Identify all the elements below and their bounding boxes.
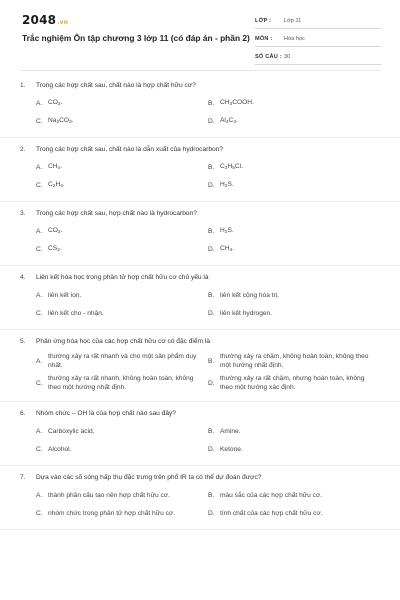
answer-option[interactable] [36,424,208,438]
question-stem [20,145,380,154]
option-letter: A. [36,163,43,171]
option-text: $Na_2CO_3$. [48,116,74,125]
option-text: $H_2S$. [220,180,234,189]
option-text: Alcohol. [48,445,72,453]
question-number: 7. [20,474,26,481]
answer-option[interactable] [36,96,208,110]
question-6 [0,402,400,466]
option-letter: A. [36,99,43,107]
answer-option[interactable] [208,242,380,256]
option-letter: C. [36,379,43,387]
answer-options [20,424,380,460]
meta-row-count [255,50,381,65]
question-number: 1. [20,82,26,89]
question-2 [0,138,400,202]
header-divider [20,70,380,71]
question-text: Liên kết hóa học trong phân tử hợp chất hữu cơ chủ yếu là [36,274,209,281]
answer-option[interactable] [208,114,380,128]
answer-options [20,488,380,524]
answer-option[interactable] [36,352,208,370]
answer-option[interactable] [208,224,380,238]
meta-value: Hóa học [284,36,305,42]
option-letter: B. [208,227,215,235]
answer-option[interactable] [36,224,208,238]
answer-option[interactable] [208,442,380,456]
answer-option[interactable] [208,488,380,502]
option-text: thường xảy ra chậm, không hoàn toàn, không theo một hướng nhất định. [220,353,369,369]
answer-options [20,352,380,396]
option-text: $C_2H_4$. [48,180,65,189]
answer-option[interactable] [208,424,380,438]
option-text: liên kết hydrogen. [220,309,273,317]
page-header [0,0,400,68]
meta-label: SỐ CÂU : [255,54,282,60]
answer-option[interactable] [208,374,380,392]
option-text: $CH_4$. [220,244,235,253]
question-text: Nhóm chức – OH là của hợp chất nào sau đây? [36,410,176,417]
option-text: $H_2S$. [220,226,234,235]
option-letter: C. [36,181,43,189]
option-letter: C. [36,309,43,317]
option-letter: A. [36,357,43,365]
option-text: nhóm chức trong phân tử hợp chất hữu cơ. [48,509,176,517]
question-1 [0,74,400,138]
option-text: tính chất của các hợp chất hữu cơ. [220,509,323,517]
question-7 [0,466,400,530]
meta-row-subject [255,32,381,47]
answer-option[interactable] [208,178,380,192]
answer-option[interactable] [208,160,380,174]
answer-option[interactable] [36,306,208,320]
document-meta [255,14,381,65]
option-text: $CO_2$. [48,98,63,107]
option-letter: B. [208,357,215,365]
answer-option[interactable] [208,96,380,110]
option-text: liên kết cho - nhận. [48,309,104,317]
option-letter: A. [36,427,43,435]
option-letter: D. [208,379,215,387]
option-letter: B. [208,163,215,171]
logo-suffix: .vn [57,19,69,26]
question-text: Dựa vào các số sóng hấp thụ đặc trưng trên phổ IR ta có thể dự đoán được? [36,474,262,481]
answer-option[interactable] [36,288,208,302]
meta-label: MÔN : [255,36,273,42]
answer-options [20,96,380,132]
option-text: $C_2H_5Cl$. [220,162,243,171]
option-text: $CH_3COOH$. [220,98,254,107]
logo-text: 2048 [22,13,57,27]
question-number: 2. [20,146,26,153]
question-text: Phản ứng hóa học của các hợp chất hữu cơ có đặc điểm là [36,338,210,345]
option-letter: B. [208,99,215,107]
option-text: $CS_2$. [48,244,62,253]
answer-option[interactable] [36,242,208,256]
answer-option[interactable] [208,352,380,370]
option-letter: D. [208,509,215,517]
answer-option[interactable] [208,306,380,320]
question-4 [0,266,400,330]
option-text: thường xảy ra rất nhanh và cho một sản phẩm duy nhất. [48,353,197,369]
option-letter: C. [36,445,43,453]
question-stem [20,473,380,482]
option-text: màu sắc của các hợp chất hữu cơ. [220,491,323,499]
option-letter: D. [208,181,215,189]
option-text: thành phần cấu tạo nên hợp chất hữu cơ. [48,491,170,499]
question-number: 3. [20,210,26,217]
option-text: Amine. [220,427,241,435]
question-stem [20,273,380,282]
option-text: liên kết cộng hóa trị. [220,291,280,299]
option-text: thường xảy ra rất chậm, nhưng hoàn toàn, không theo một hướng xác định. [220,375,365,391]
option-text: $CH_4$. [48,162,63,171]
question-stem [20,409,380,418]
meta-row-class [255,14,381,29]
meta-label: LỚP : [255,18,272,24]
option-letter: C. [36,245,43,253]
question-stem [20,337,380,346]
answer-option[interactable] [36,488,208,502]
option-letter: A. [36,291,43,299]
answer-option[interactable] [36,374,208,392]
answer-option[interactable] [36,178,208,192]
option-text: liên kết ion. [48,291,82,299]
question-3 [0,202,400,266]
answer-option[interactable] [36,506,208,520]
option-letter: B. [208,491,215,499]
question-number: 4. [20,274,26,281]
document-title: Trắc nghiệm Ôn tập chương 3 lớp 11 (có đáp án - phần 2) [22,33,250,43]
answer-option[interactable] [36,114,208,128]
answer-options [20,288,380,324]
answer-option[interactable] [36,442,208,456]
option-letter: B. [208,427,215,435]
option-text: thường xảy ra rất nhanh, không hoàn toàn, không theo một hướng nhất định. [48,375,194,391]
option-letter: D. [208,117,215,125]
answer-option[interactable] [36,160,208,174]
question-text: Trong các hợp chất sau, chất nào là dẫn xuất của hydrocarbon? [36,146,223,153]
meta-value: Lớp 11 [284,18,302,24]
option-letter: C. [36,509,43,517]
answer-option[interactable] [208,288,380,302]
option-letter: D. [208,309,215,317]
site-logo[interactable] [22,13,68,27]
answer-option[interactable] [208,506,380,520]
question-stem [20,81,380,90]
question-text: Trong các hợp chất sau, chất nào là hợp chất hữu cơ? [36,82,196,89]
answer-options [20,160,380,196]
question-number: 5. [20,338,26,345]
option-letter: A. [36,227,43,235]
question-number: 6. [20,410,26,417]
meta-value: 30 [284,54,291,60]
option-text: Ketone. [220,445,243,453]
option-letter: C. [36,117,43,125]
option-text: $CO_2$. [48,226,63,235]
question-list [0,74,400,530]
option-letter: A. [36,491,43,499]
question-5 [0,330,400,402]
option-letter: D. [208,445,215,453]
option-text: Carboxylic acid. [48,427,95,435]
option-letter: D. [208,245,215,253]
question-text: Trong các hợp chất sau, hợp chất nào là hydrocarbon? [36,210,197,217]
option-letter: B. [208,291,215,299]
question-stem [20,209,380,218]
option-text: $Al_4C_3$. [220,116,238,125]
answer-options [20,224,380,260]
